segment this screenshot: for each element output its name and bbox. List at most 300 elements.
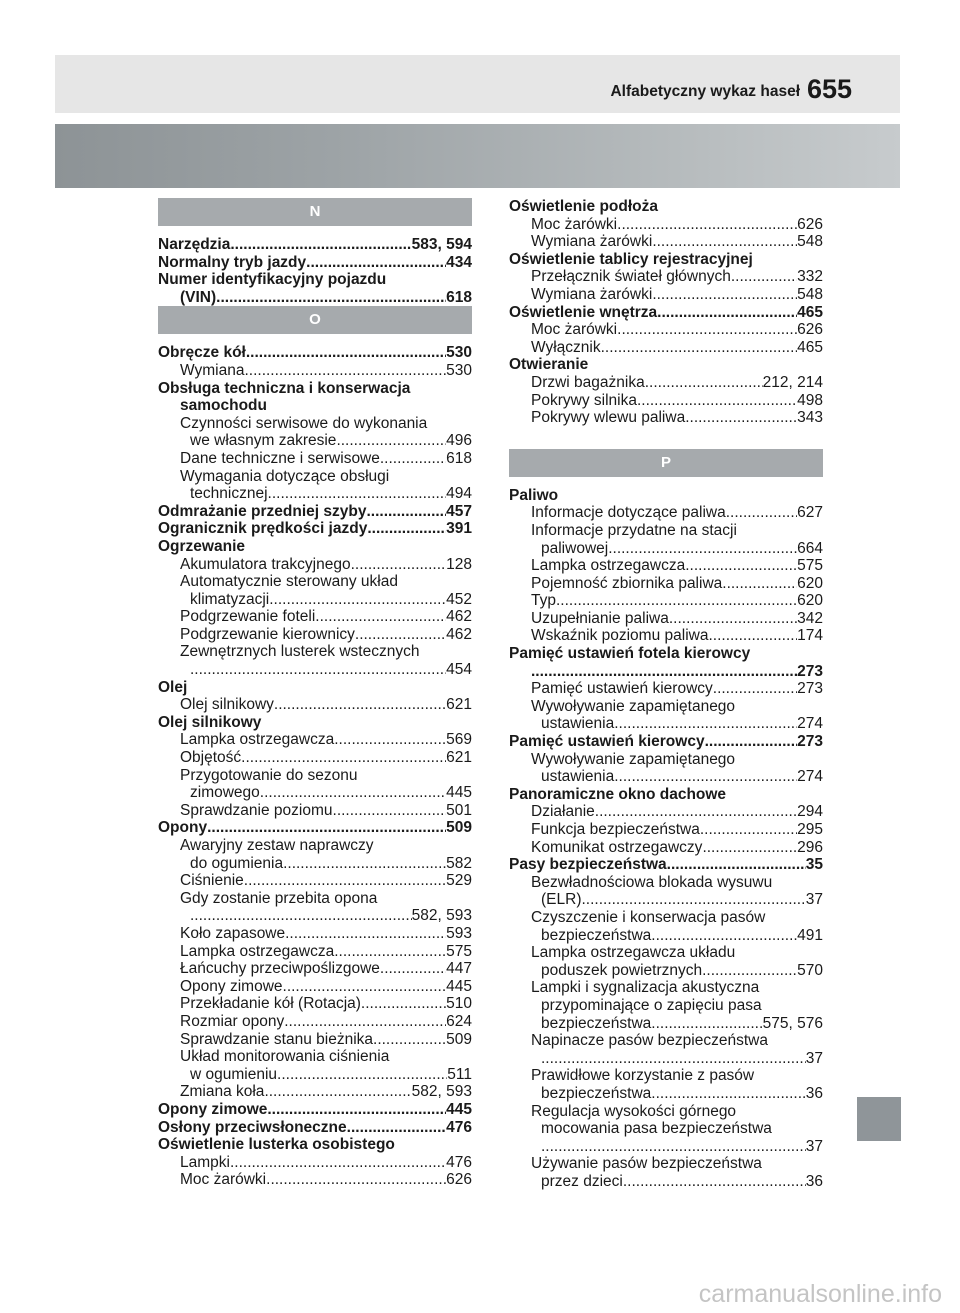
entry-page-ref: 621: [446, 696, 472, 714]
entry-page-ref: 476: [446, 1118, 472, 1136]
dot-leader: [685, 557, 797, 575]
index-subentry: [158, 573, 472, 591]
entry-term: Funkcja bezpieczeństwa: [531, 821, 700, 838]
index-column-right: [509, 198, 823, 1190]
dot-leader: [637, 392, 797, 410]
dot-leader: [306, 254, 446, 272]
index-subentry: [509, 909, 823, 927]
entry-term: Informacje dotyczące paliwa: [531, 504, 726, 522]
entry-term: we własnym zakresie: [190, 432, 337, 450]
dot-leader: [264, 1083, 411, 1101]
dot-leader: [334, 943, 446, 961]
entry-page-ref: 593: [446, 924, 472, 942]
dot-leader: [531, 663, 797, 681]
index-subentry: [158, 1083, 472, 1101]
index-subentry: [158, 749, 472, 767]
dot-leader: [541, 1138, 806, 1156]
entry-term: technicznej: [190, 485, 268, 503]
index-entry: [509, 733, 823, 751]
entry-term: Działanie: [531, 803, 595, 821]
dot-leader: [230, 236, 411, 254]
index-subentry: [158, 1066, 472, 1084]
entry-term: Lampka ostrzegawcza: [180, 731, 335, 749]
index-subentry: [158, 855, 472, 873]
entry-term: Normalny tryb jazdy: [158, 253, 307, 271]
entry-page-ref: 36: [805, 1172, 823, 1190]
entry-page-ref: 273: [797, 733, 823, 751]
index-entry: [158, 520, 472, 538]
section-header: N: [158, 198, 472, 226]
index-subentry: [158, 943, 472, 961]
entry-page-ref: 342: [797, 609, 823, 627]
entry-term: Opony zimowe: [158, 1100, 268, 1118]
dot-leader: [216, 289, 446, 307]
entry-page-ref: 664: [797, 539, 823, 557]
index-subentry: [158, 995, 472, 1013]
dot-leader: [614, 768, 797, 786]
entry-term: Lampka ostrzegawcza: [531, 557, 686, 575]
dot-leader: [731, 268, 797, 286]
dot-leader: [283, 855, 446, 873]
entry-term: Przełącznik świateł głównych: [531, 268, 731, 286]
index-subentry: [158, 890, 472, 908]
index-subentry: [509, 610, 823, 628]
entry-page-ref: 509: [446, 819, 472, 837]
index-subentry: [158, 731, 472, 749]
entry-term: ustawienia: [541, 715, 615, 733]
index-entry: [158, 538, 472, 556]
index-subentry: [509, 944, 823, 962]
index-entry: [158, 236, 472, 254]
entry-page-ref: 620: [797, 592, 823, 610]
entry-term: Gdy zostanie przebita opona: [180, 889, 378, 907]
entry-page-ref: 575: [446, 942, 472, 960]
dot-leader: [266, 1171, 446, 1189]
index-subentry: [158, 960, 472, 978]
entry-page-ref: 332: [797, 268, 823, 286]
entry-page-ref: 570: [797, 961, 823, 979]
entry-term: Odmrażanie przedniej szyby: [158, 502, 367, 520]
index-subentry: [509, 1032, 823, 1050]
entry-page-ref: 530: [446, 361, 472, 379]
decorative-gradient-band: [55, 124, 900, 188]
dot-leader: [651, 1085, 805, 1103]
dot-leader: [230, 1154, 446, 1172]
index-entry: [158, 344, 472, 362]
entry-term: Oświetlenie wnętrza: [509, 303, 658, 321]
entry-term: samochodu: [180, 397, 267, 415]
dot-leader: [651, 927, 797, 945]
dot-leader: [645, 374, 763, 392]
entry-term: Używanie pasów bezpieczeństwa: [531, 1155, 762, 1173]
index-subentry: [158, 608, 472, 626]
entry-term: Oświetlenie tablicy rejestracyjnej: [509, 250, 753, 268]
entry-term: Koło zapasowe: [180, 924, 286, 942]
dot-leader: [351, 556, 447, 574]
index-subentry: [509, 339, 823, 357]
index-subentry: [509, 575, 823, 593]
entry-term: Czynności serwisowe do wykonania: [180, 414, 428, 432]
index-entry: [509, 356, 823, 374]
entry-term: przez dzieci: [541, 1172, 623, 1190]
entry-page-ref: 627: [797, 504, 823, 522]
entry-term: Podgrzewanie kierownicy: [180, 625, 355, 643]
index-subentry: [158, 1048, 472, 1066]
entry-term: Paliwo: [509, 486, 559, 504]
entry-page-ref: 575: [797, 557, 823, 575]
dot-leader: [669, 610, 797, 628]
entry-term: Objętość: [180, 749, 242, 767]
dot-leader: [651, 1015, 762, 1033]
index-subentry: [158, 643, 472, 661]
index-subentry: [509, 997, 823, 1015]
index-subentry: [158, 1154, 472, 1172]
dot-leader: [617, 321, 797, 339]
dot-leader: [274, 696, 446, 714]
entry-term: Obsługa techniczna i konserwacja: [158, 379, 411, 397]
index-subentry: [509, 321, 823, 339]
entry-term: Ciśnienie: [180, 872, 244, 890]
entry-page-ref: 511: [447, 1065, 472, 1083]
dot-leader: [726, 504, 797, 522]
entry-term: Olej: [158, 678, 188, 696]
entry-page-ref: 496: [446, 432, 472, 450]
entry-term: zimowego: [190, 784, 260, 802]
entry-page-ref: 212, 214: [762, 373, 823, 391]
entry-term: klimatyzacji: [190, 590, 270, 608]
entry-term: Panoramiczne okno dachowe: [509, 785, 727, 803]
entry-term: bezpieczeństwa: [541, 926, 652, 944]
entry-term: Dane techniczne i serwisowe: [180, 449, 380, 467]
index-subentry: [509, 1138, 823, 1156]
entry-page-ref: 476: [446, 1153, 472, 1171]
entry-term: Wymagania dotyczące obsługi: [180, 467, 390, 485]
entry-term: ustawienia: [541, 768, 615, 786]
index-subentry: [509, 839, 823, 857]
dot-leader: [361, 995, 446, 1013]
entry-term: Czyszczenie i konserwacja pasów: [531, 908, 766, 926]
entry-page-ref: 582, 593: [411, 1083, 472, 1101]
index-subentry: [158, 289, 472, 307]
index-subentry: [509, 216, 823, 234]
entry-term: Pamięć ustawień kierowcy: [531, 680, 713, 698]
index-subentry: [158, 1171, 472, 1189]
entry-term: Akumulatora trakcyjnego: [180, 555, 351, 573]
entry-term: paliwowej: [541, 539, 609, 557]
index-subentry: [509, 233, 823, 251]
entry-page-ref: 434: [446, 253, 472, 271]
index-subentry: [158, 1031, 472, 1049]
entry-term: Oświetlenie podłoża: [509, 198, 658, 215]
dot-leader: [685, 409, 797, 427]
index-subentry: [509, 715, 823, 733]
entry-term: w ogumieniu: [190, 1065, 278, 1083]
index-subentry: [158, 784, 472, 802]
entry-term: Pasy bezpieczeństwa: [509, 856, 667, 874]
entry-term: Rozmiar opony: [180, 1012, 285, 1030]
entry-term: Przygotowanie do sezonu: [180, 766, 358, 784]
entry-term: Informacje przydatne na stacji: [531, 521, 737, 539]
entry-page-ref: 273: [797, 680, 823, 698]
entry-term: Wywoływanie zapamiętanego: [531, 750, 736, 768]
entry-page-ref: 583, 594: [411, 236, 472, 253]
entry-term: Wymiana żarówki: [531, 233, 653, 251]
dot-leader: [380, 960, 446, 978]
dot-leader: [334, 731, 446, 749]
index-entry: [158, 819, 472, 837]
entry-term: Oświetlenie lusterka osobistego: [158, 1136, 395, 1154]
entry-term: Lampka ostrzegawcza: [180, 942, 335, 960]
index-entry: [158, 503, 472, 521]
index-entry: [158, 1119, 472, 1137]
index-subentry: [509, 768, 823, 786]
dot-leader: [269, 591, 446, 609]
index-subentry: [509, 1085, 823, 1103]
entry-page-ref: 569: [446, 731, 472, 749]
watermark: carmanualsonline.info: [698, 1280, 942, 1308]
entry-term: Lampki: [180, 1153, 230, 1171]
dot-leader: [556, 592, 797, 610]
entry-page-ref: 491: [797, 926, 823, 944]
index-subentry: [158, 362, 472, 380]
entry-page-ref: 510: [446, 995, 472, 1013]
index-entry: [509, 645, 823, 663]
dot-leader: [601, 339, 798, 357]
index-subentry: [509, 680, 823, 698]
entry-page-ref: 618: [446, 288, 472, 306]
index-entry: [158, 271, 472, 289]
index-entry: [509, 786, 823, 804]
entry-term: Napinacze pasów bezpieczeństwa: [531, 1032, 768, 1050]
index-entry: [158, 714, 472, 732]
entry-term: Łańcuchy przeciwpoślizgowe: [180, 960, 380, 978]
index-subentry: [509, 557, 823, 575]
index-subentry: [509, 1103, 823, 1121]
entry-page-ref: 462: [446, 625, 472, 643]
entry-page-ref: 618: [446, 449, 472, 467]
dot-leader: [702, 839, 797, 857]
index-subentry: [509, 592, 823, 610]
entry-page-ref: 295: [797, 821, 823, 838]
entry-page-ref: 445: [446, 1100, 472, 1118]
entry-page-ref: 174: [797, 627, 823, 645]
entry-page-ref: 529: [446, 872, 472, 890]
entry-page-ref: 35: [805, 856, 823, 874]
entry-term: poduszek powietrznych: [541, 961, 703, 979]
index-subentry: [509, 962, 823, 980]
entry-page-ref: 37: [805, 1049, 823, 1067]
index-subentry: [158, 432, 472, 450]
dot-leader: [336, 432, 446, 450]
dot-leader: [246, 344, 446, 362]
dot-leader: [244, 362, 446, 380]
index-column-left: [158, 198, 472, 1189]
entry-term: Pokrywy wlewu paliwa: [531, 409, 686, 427]
entry-page-ref: 454: [446, 661, 472, 679]
entry-page-ref: 548: [797, 285, 823, 303]
entry-page-ref: 445: [446, 977, 472, 995]
dot-leader: [244, 872, 446, 890]
entry-term: Prawidłowe korzystanie z pasów: [531, 1067, 755, 1085]
entry-term: Olej silnikowy: [180, 696, 274, 714]
entry-term: Zmiana koła: [180, 1083, 265, 1101]
index-subentry: [509, 1050, 823, 1068]
dot-leader: [285, 925, 446, 943]
entry-term: Wywoływanie zapamiętanego: [531, 697, 736, 715]
entry-page-ref: 626: [446, 1171, 472, 1189]
entry-term: (VIN): [180, 288, 217, 306]
entry-term: Pamięć ustawień fotela kierowcy: [509, 645, 751, 663]
entry-page-ref: 626: [797, 321, 823, 339]
dot-leader: [380, 450, 446, 468]
dot-leader: [284, 1013, 446, 1031]
dot-leader: [373, 1031, 446, 1049]
index-subentry: [158, 661, 472, 679]
index-subentry: [509, 392, 823, 410]
dot-leader: [657, 304, 797, 322]
index-subentry: [509, 979, 823, 997]
dot-leader: [705, 733, 798, 751]
entry-page-ref: 465: [797, 338, 823, 356]
entry-term: Otwieranie: [509, 356, 589, 374]
entry-term: Moc żarówki: [531, 321, 618, 339]
dot-leader: [260, 784, 446, 802]
index-subentry: [509, 1173, 823, 1191]
index-entry: [158, 679, 472, 697]
index-subentry: [158, 485, 472, 503]
dot-leader: [652, 286, 797, 304]
entry-term: Obręcze kół: [158, 344, 246, 362]
entry-term: Ogranicznik prędkości jazdy: [158, 520, 368, 538]
dot-leader: [652, 233, 797, 251]
entry-page-ref: 501: [446, 801, 472, 819]
dot-leader: [608, 540, 797, 558]
entry-page-ref: 445: [446, 784, 472, 802]
index-subentry: [158, 696, 472, 714]
entry-term: przypominające o zapięciu pasa: [541, 996, 762, 1014]
entry-page-ref: 621: [446, 749, 472, 767]
entry-term: Drzwi bagażnika: [531, 373, 645, 391]
index-subentry: [509, 1155, 823, 1173]
entry-term: Lampka ostrzegawcza układu: [531, 944, 736, 962]
entry-term: Olej silnikowy: [158, 713, 262, 731]
index-subentry: [509, 522, 823, 540]
entry-term: (ELR): [541, 891, 582, 909]
running-title: Alfabetyczny wykaz haseł: [610, 83, 800, 100]
index-subentry: [158, 802, 472, 820]
entry-term: Lampki i sygnalizacja akustyczna: [531, 979, 760, 997]
entry-page-ref: 582, 593: [411, 907, 472, 925]
index-subentry: [509, 927, 823, 945]
index-entry: [509, 251, 823, 269]
entry-page-ref: 273: [797, 662, 823, 680]
index-subentry: [509, 663, 823, 681]
dot-leader: [708, 627, 797, 645]
index-entry: [158, 380, 472, 398]
index-subentry: [158, 397, 472, 415]
entry-page-ref: 509: [446, 1030, 472, 1048]
entry-term: Sprawdzanie stanu bieżnika: [180, 1030, 374, 1048]
index-subentry: [509, 891, 823, 909]
entry-page-ref: 548: [797, 233, 823, 251]
dot-leader: [347, 1119, 446, 1137]
entry-term: Podgrzewanie foteli: [180, 608, 316, 626]
dot-leader: [283, 978, 447, 996]
entry-term: Numer identyfikacyjny pojazdu: [158, 271, 387, 289]
dot-leader: [355, 626, 446, 644]
index-subentry: [509, 821, 823, 839]
index-subentry: [509, 751, 823, 769]
index-subentry: [158, 591, 472, 609]
entry-page-ref: 452: [446, 590, 472, 608]
section-header: O: [158, 306, 472, 334]
entry-page-ref: 447: [446, 960, 472, 978]
entry-term: do ogumienia: [190, 854, 284, 872]
entry-term: bezpieczeństwa: [541, 1014, 652, 1032]
entry-page-ref: 498: [797, 391, 823, 409]
entry-term: Bezwładnościowa blokada wysuwu: [531, 873, 773, 891]
entry-page-ref: 36: [805, 1084, 823, 1102]
entry-page-ref: 626: [797, 215, 823, 233]
entry-term: Opony: [158, 819, 208, 837]
index-subentry: [509, 698, 823, 716]
entry-term: Wymiana żarówki: [531, 285, 653, 303]
index-subentry: [509, 540, 823, 558]
dot-leader: [277, 1066, 447, 1084]
entry-term: mocowania pasa bezpieczeństwa: [541, 1120, 772, 1138]
entry-term: Osłony przeciwsłoneczne: [158, 1118, 347, 1136]
dot-leader: [241, 749, 446, 767]
index-subentry: [509, 268, 823, 286]
entry-term: Regulacja wysokości górnego: [531, 1102, 737, 1120]
index-entry: [509, 487, 823, 505]
dot-leader: [595, 803, 797, 821]
index-subentry: [509, 286, 823, 304]
page-number: 655: [806, 74, 852, 104]
dot-leader: [267, 1101, 446, 1119]
entry-page-ref: 391: [446, 520, 472, 538]
index-subentry: [509, 504, 823, 522]
entry-term: Ogrzewanie: [158, 537, 245, 555]
entry-page-ref: 37: [805, 1137, 823, 1155]
entry-page-ref: 620: [797, 574, 823, 592]
index-subentry: [509, 1120, 823, 1138]
dot-leader: [713, 680, 797, 698]
dot-leader: [315, 608, 446, 626]
index-subentry: [509, 627, 823, 645]
index-subentry: [509, 374, 823, 392]
entry-page-ref: 37: [805, 891, 823, 909]
entry-page-ref: 575, 576: [762, 1014, 823, 1032]
entry-term: Układ monitorowania ciśnienia: [180, 1048, 390, 1066]
index-subentry: [158, 767, 472, 785]
entry-term: Automatycznie sterowany układ: [180, 573, 398, 591]
entry-term: Opony zimowe: [180, 977, 283, 995]
entry-page-ref: 462: [446, 608, 472, 626]
entry-page-ref: 274: [797, 715, 823, 733]
entry-term: Pojemność zbiornika paliwa: [531, 574, 723, 592]
entry-page-ref: 530: [446, 344, 472, 362]
entry-page-ref: 465: [797, 303, 823, 321]
entry-term: bezpieczeństwa: [541, 1084, 652, 1102]
index-subentry: [158, 1013, 472, 1031]
dot-leader: [207, 819, 446, 837]
dot-leader: [268, 485, 447, 503]
dot-leader: [190, 661, 446, 679]
entry-page-ref: 294: [797, 803, 823, 821]
index-subentry: [158, 907, 472, 925]
entry-term: Wymiana: [180, 361, 245, 379]
